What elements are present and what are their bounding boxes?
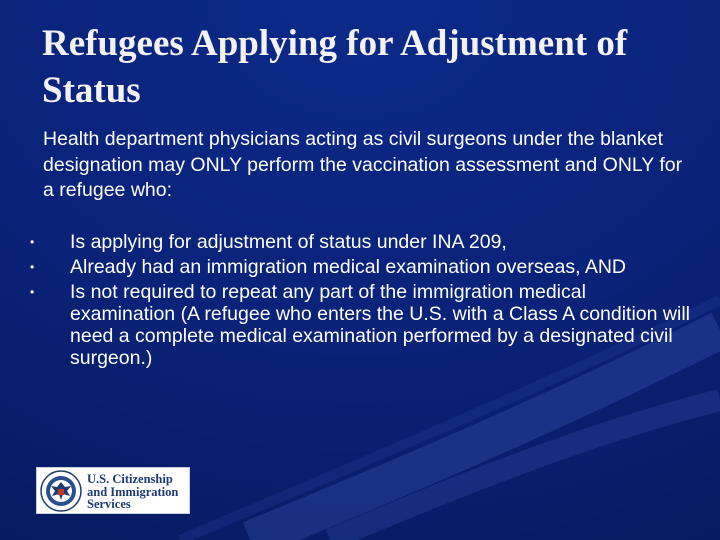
- logo-line-3: Services: [87, 497, 131, 511]
- bullet-icon: •: [30, 260, 35, 274]
- uscis-logo: [36, 467, 190, 514]
- bullet-text: Is not required to repeat any part of the immigration medical examination (A refugee who enters the U.S. with a Class A condition will need a complete medical examination performed by a designated civil surgeon.): [70, 281, 690, 369]
- bullet-icon: •: [30, 235, 35, 249]
- intro-paragraph: Health department physicians acting as civil surgeons under the blanket designation may ONLY perform the vaccination assessment and ONLY for a refugee who:: [43, 128, 683, 201]
- bullet-list: [30, 231, 690, 372]
- bullet-text: Is applying for adjustment of status under INA 209,: [70, 231, 507, 253]
- logo-line-1: U.S. Citizenship: [87, 472, 173, 486]
- bullet-item: [30, 256, 690, 278]
- dhs-seal-icon: [40, 470, 82, 512]
- logo-line-2: and Immigration: [87, 484, 179, 499]
- bullet-icon: •: [30, 285, 35, 299]
- bullet-text: Already had an immigration medical examination overseas, AND: [70, 256, 627, 278]
- uscis-wordmark: [87, 473, 178, 511]
- bullet-item: [30, 281, 690, 369]
- bullet-item: [30, 231, 690, 253]
- slide-title: Refugees Applying for Adjustment of Status: [42, 23, 628, 111]
